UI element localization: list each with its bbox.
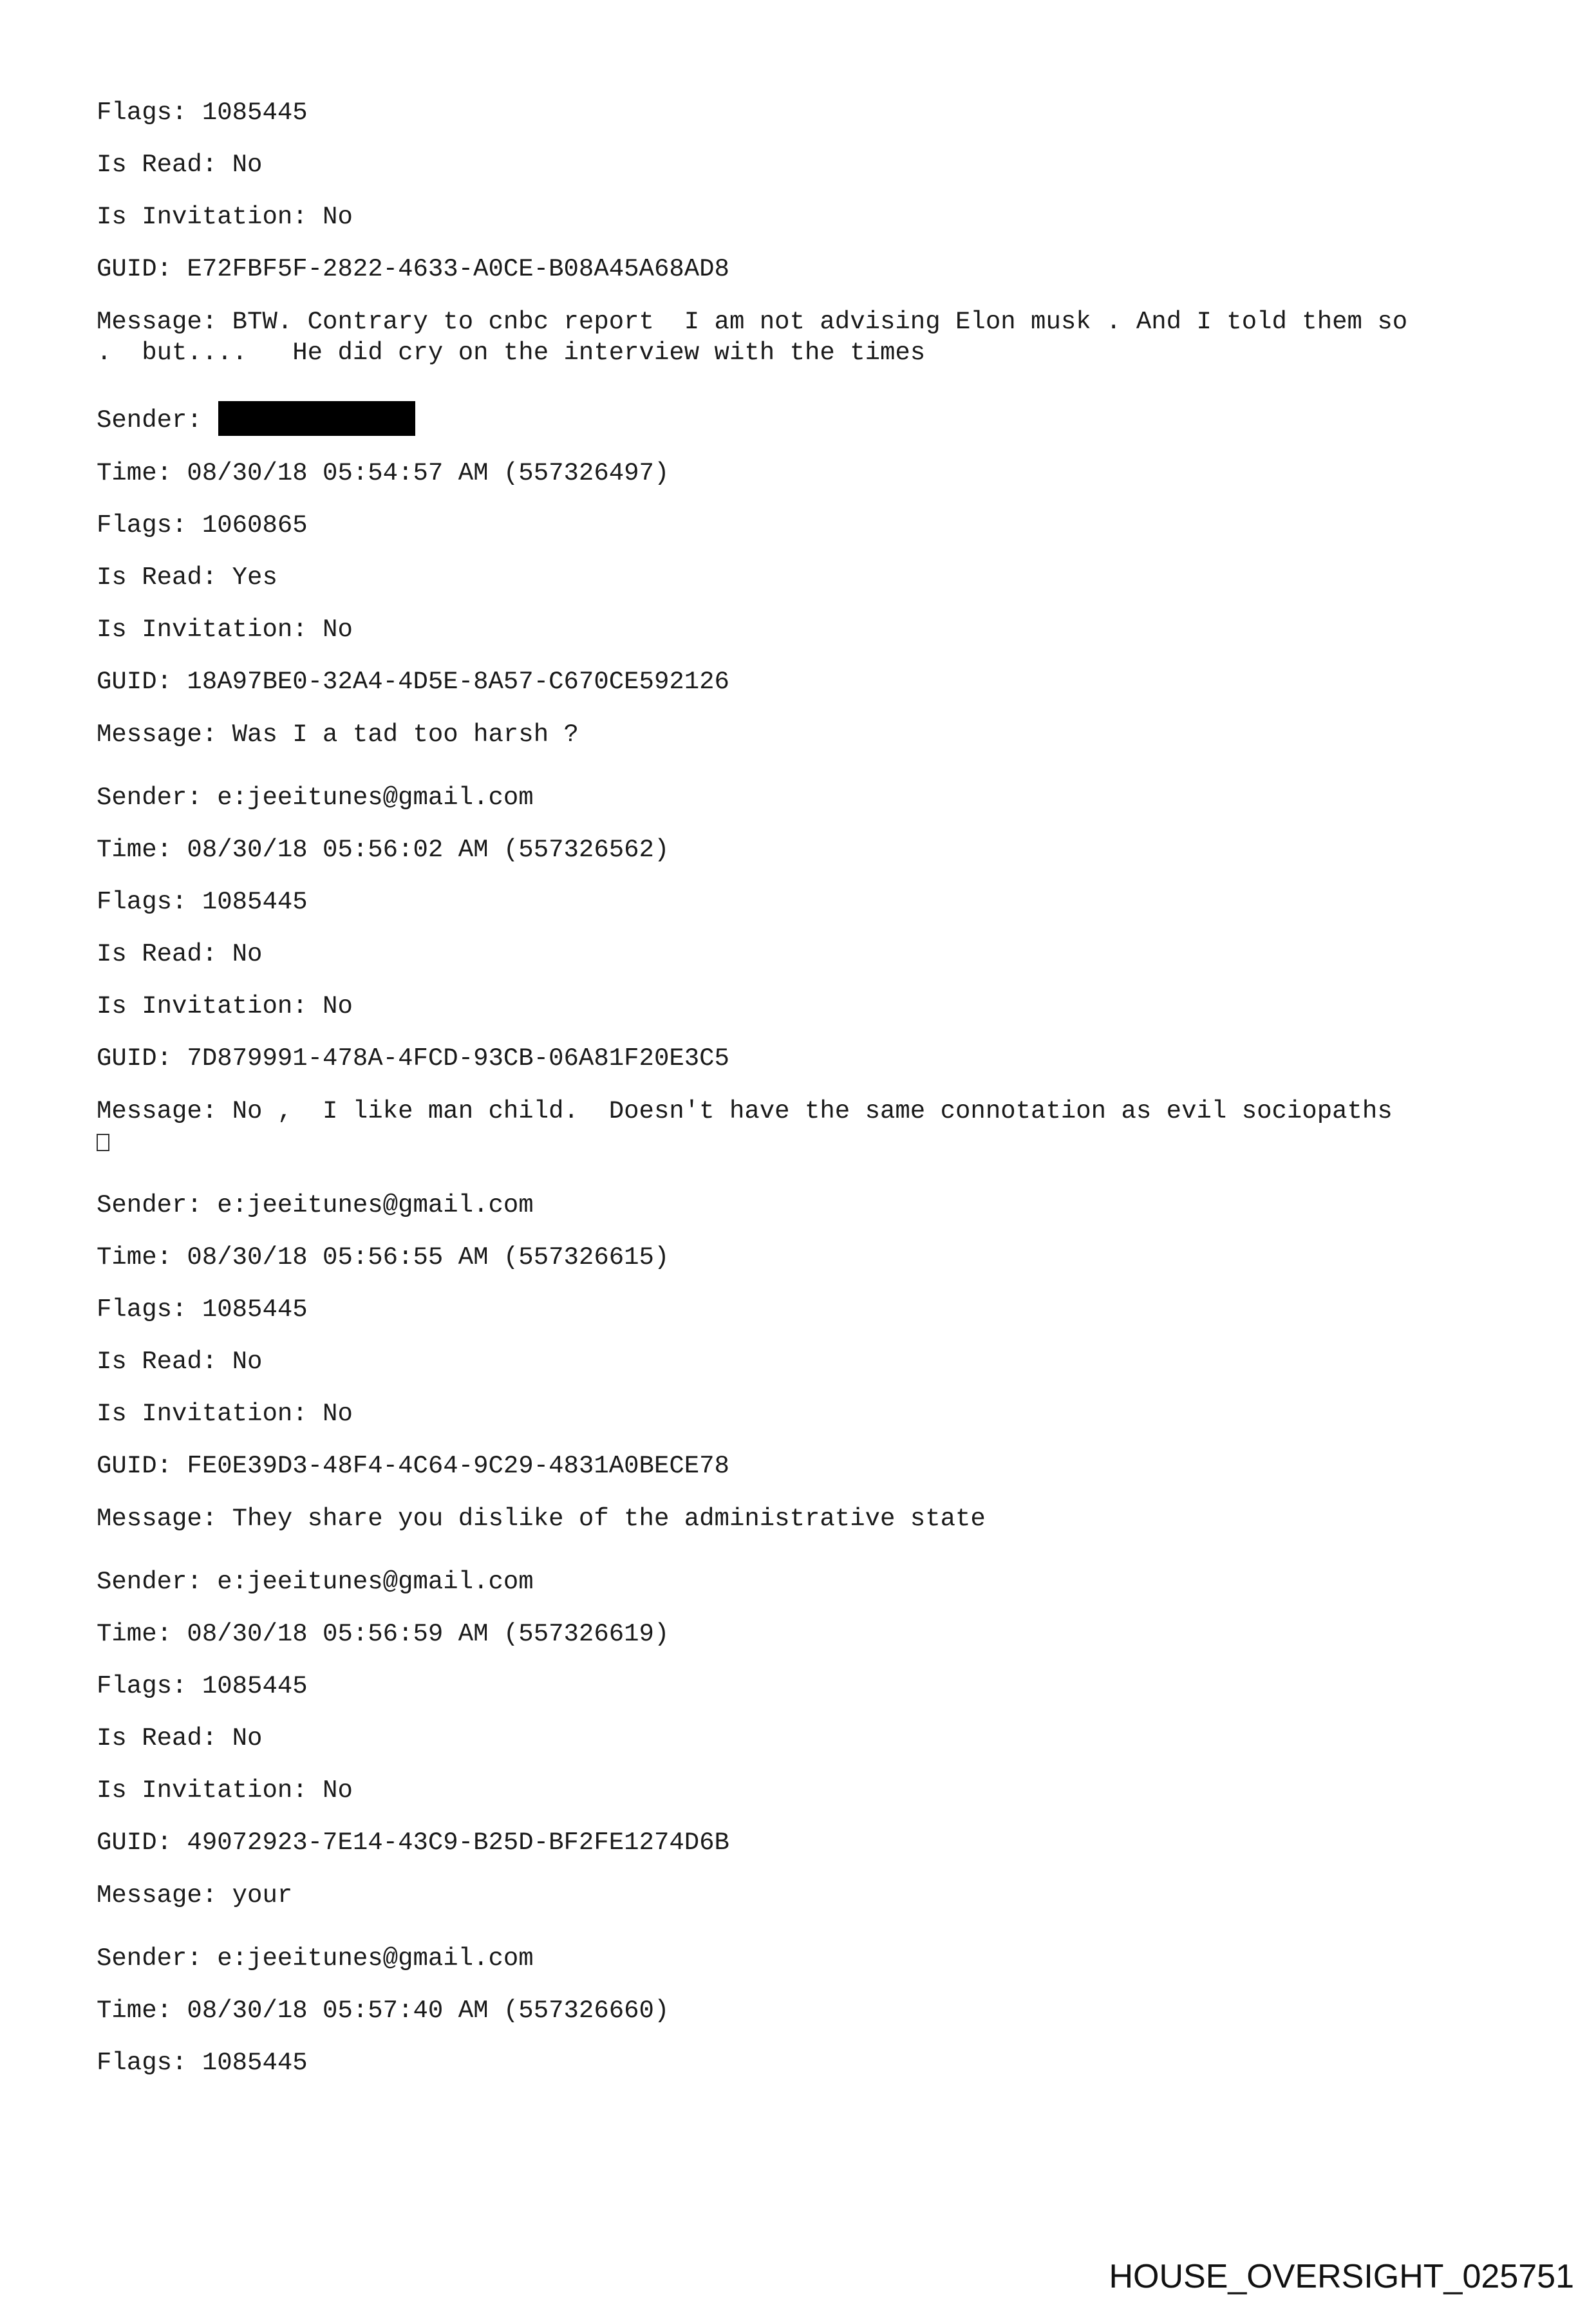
sender-line: Sender: e:jeeitunes@gmail.com <box>97 1191 534 1219</box>
is-read-line: Is Read: No <box>97 151 263 179</box>
sender-line: Sender: e:jeeitunes@gmail.com <box>97 1568 534 1596</box>
time-line: Time: 08/30/18 05:56:59 AM (557326619) <box>97 1620 670 1648</box>
message-record <box>97 1567 1513 1911</box>
is-invitation-line: Is Invitation: No <box>97 203 353 231</box>
message-line: Message: Was I a tad too harsh ? <box>97 720 579 749</box>
redaction-box <box>218 401 415 436</box>
message-text: Message: No , I like man child. Doesn't have the same connotation as evil sociopaths <box>97 1097 1393 1125</box>
flags-line: Flags: 1060865 <box>97 511 308 540</box>
guid-line: GUID: 7D879991-478A-4FCD-93CB-06A81F20E3C5 <box>97 1044 729 1073</box>
flags-line: Flags: 1085445 <box>97 1295 308 1324</box>
guid-line: GUID: 18A97BE0-32A4-4D5E-8A57-C670CE592126 <box>97 668 729 696</box>
message-record <box>97 1944 1513 2078</box>
flags-line: Flags: 1085445 <box>97 2049 308 2077</box>
guid-line: GUID: 49072923-7E14-43C9-B25D-BF2FE1274D6B <box>97 1828 729 1857</box>
flags-line: Flags: 1085445 <box>97 888 308 916</box>
is-read-line: Is Read: No <box>97 940 263 968</box>
time-line: Time: 08/30/18 05:56:55 AM (557326615) <box>97 1243 670 1272</box>
message-line: Message: your <box>97 1881 293 1910</box>
message-record <box>97 401 1513 750</box>
message-log <box>97 98 1513 2100</box>
bates-number: HOUSE_OVERSIGHT_025751 <box>1109 2258 1574 2295</box>
is-read-line: Is Read: No <box>97 1348 263 1376</box>
sender-line: Sender: e:jeeitunes@gmail.com <box>97 784 534 812</box>
unsupported-glyph-icon <box>97 1134 109 1151</box>
message-line: Message: They share you dislike of the administrative state <box>97 1505 986 1533</box>
message-record <box>97 1190 1513 1534</box>
sender-label: Sender: <box>97 406 218 435</box>
is-invitation-line: Is Invitation: No <box>97 616 353 644</box>
is-invitation-line: Is Invitation: No <box>97 992 353 1020</box>
message-line <box>97 1096 1513 1158</box>
message-line: Message: BTW. Contrary to cnbc report I am not advising Elon musk . And I told them so . but.... He did cry on the interview with the times <box>97 308 1408 367</box>
time-line: Time: 08/30/18 05:56:02 AM (557326562) <box>97 836 670 864</box>
time-line: Time: 08/30/18 05:57:40 AM (557326660) <box>97 1997 670 2025</box>
message-record <box>97 98 1513 368</box>
message-record <box>97 783 1513 1158</box>
is-read-line: Is Read: No <box>97 1724 263 1753</box>
is-invitation-line: Is Invitation: No <box>97 1776 353 1805</box>
sender-line: Sender: e:jeeitunes@gmail.com <box>97 1944 534 1973</box>
sender-line <box>97 401 1513 436</box>
guid-line: GUID: E72FBF5F-2822-4633-A0CE-B08A45A68AD8 <box>97 255 729 283</box>
is-read-line: Is Read: Yes <box>97 563 277 592</box>
flags-line: Flags: 1085445 <box>97 99 308 127</box>
time-line: Time: 08/30/18 05:54:57 AM (557326497) <box>97 459 670 487</box>
guid-line: GUID: FE0E39D3-48F4-4C64-9C29-4831A0BECE78 <box>97 1452 729 1480</box>
flags-line: Flags: 1085445 <box>97 1672 308 1700</box>
is-invitation-line: Is Invitation: No <box>97 1400 353 1428</box>
